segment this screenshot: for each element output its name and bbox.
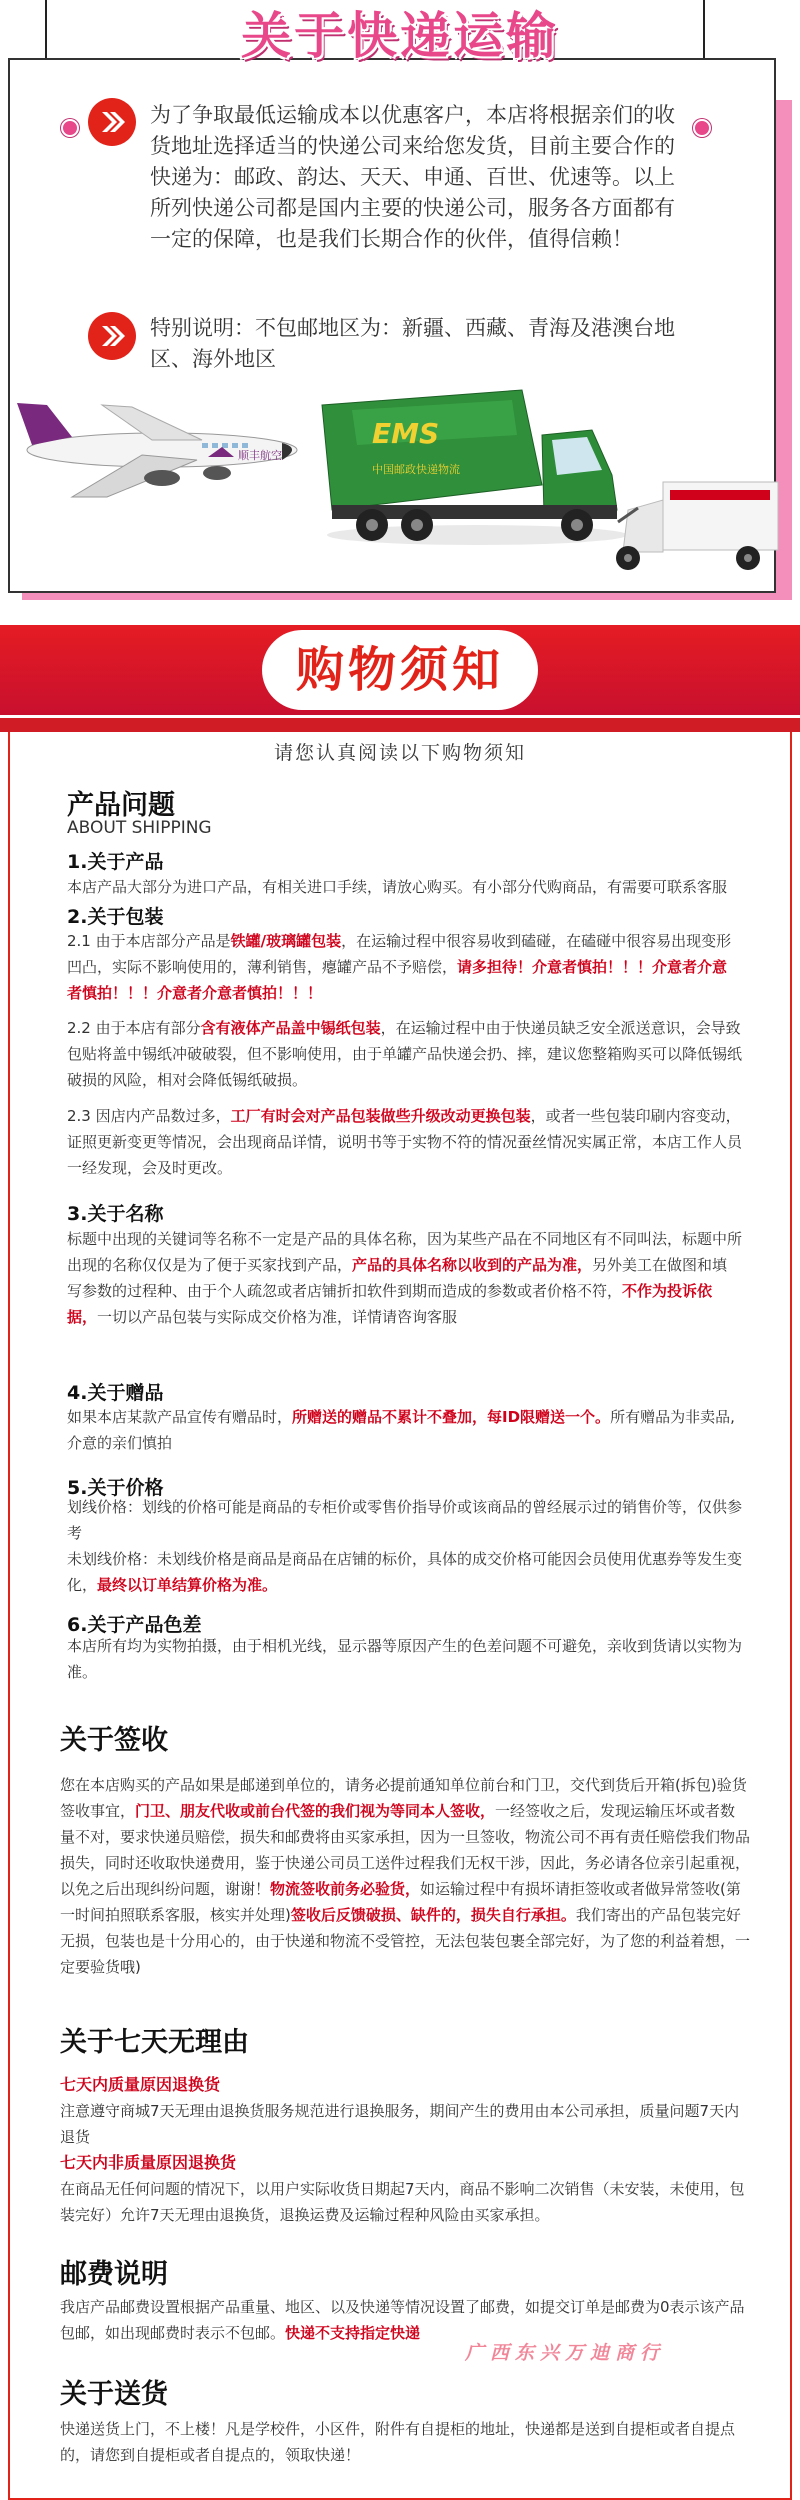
- cargo-airplane-image: [12, 385, 312, 505]
- shipping-special-note: 特别说明：不包邮地区为：新疆、西藏、青海及港澳台地区、海外地区: [150, 316, 675, 371]
- about-name-text: 标题中出现的关键词等名称不一定是产品的具体名称，因为某些产品在不同地区有不同叫法，标题中所出现的名称仅仅是为了便于买家找到产品，产品的具体名称以收到的产品为准，另外美工在做图和填写参数的过程种、由于个人疏忽或者店铺折扣软件到期而造成的参数或者价格不符，不作为投诉依据，一切以产品包装与实际成交价格为准，详情请咨询客服: [67, 1230, 743, 1326]
- color-difference-text: 本店所有均为实物拍摄，由于相机光线，显示器等原因产生的色差问题不可避免，亲收到货请以实物为准。: [67, 1637, 743, 1681]
- pin-dot-left: [61, 119, 79, 137]
- postage-text: 我店产品邮费设置根据产品重量、地区、以及快递等情况设置了邮费，如提交订单是邮费为0表示该产品包邮，如出现邮费时表示不包邮。快递不支持指定快递: [60, 2298, 745, 2342]
- shipping-title: 关于快递运输: [241, 7, 559, 65]
- notice-intro: 请您认真阅读以下购物须知: [273, 742, 526, 764]
- product-issues-subheading: ABOUT SHIPPING: [67, 818, 212, 838]
- signing-heading: 关于签收: [60, 1725, 168, 1756]
- packaging-note-2-2: 2.2 由于本店有部分含有液体产品盖中锡纸包装，在运输过程中由于快递员缺乏安全派送意识，会导致包贴将盖中锡纸冲破破裂，但不影响使用，由于单罐产品快递会扔、摔，建议您整箱购买可以降低锡纸破损的风险，相对会降低锡纸破损。: [67, 1019, 743, 1089]
- non-quality-return-heading: 七天内非质量原因退换货: [60, 2153, 237, 2172]
- non-quality-return-text: 在商品无任何问题的情况下，以用户实际收货日期起7天内，商品不影响二次销售（未安装，未使用，包装完好）允许7天无理由退换货，退换运费及运输过程种风险由买家承担。: [60, 2180, 745, 2224]
- about-gift-heading: 4.关于赠品: [67, 1382, 164, 1404]
- about-product-text: 本店产品大部分为进口产品，有相关进口手续，请放心购买。有小部分代购商品，有需要可联系客服: [67, 878, 728, 896]
- ems-logo-text: EMS: [372, 417, 440, 450]
- pin-dot-right: [693, 119, 711, 137]
- delivery-heading: 关于送货: [60, 2379, 168, 2410]
- store-watermark: 广西东兴万迪商行: [464, 2342, 665, 2364]
- packaging-note-2-1: 2.1 由于本店部分产品是铁罐/玻璃罐包装，在运输过程中很容易收到磕碰，在磕碰中很容易出现变形凹凸，实际不影响使用的，薄利销售，瘪罐产品不予赔偿，请多担待！介意者慎拍！！！介意者介意者慎拍！！！介意者介意者慎拍！！！: [67, 932, 732, 1002]
- about-name-heading: 3.关于名称: [67, 1203, 164, 1225]
- quality-return-text: 注意遵守商城7天无理由退换货服务规范进行退换服务，期间产生的费用由本公司承担，质量问题7天内退货: [60, 2102, 740, 2146]
- postage-heading: 邮费说明: [60, 2259, 168, 2290]
- shopping-notice-title: 购物须知: [262, 630, 538, 710]
- airline-logo-text: 顺丰航空: [238, 449, 282, 462]
- arrow-right-icon: [88, 312, 136, 360]
- about-gift-text: 如果本店某款产品宣传有赠品时，所赠送的赠品不累计不叠加，每ID限赠送一个。所有赠品为非卖品,介意的亲们慎拍: [67, 1408, 735, 1452]
- returns-heading: 关于七天无理由: [60, 2027, 249, 2058]
- about-product-heading: 1.关于产品: [67, 851, 164, 873]
- color-difference-heading: 6.关于产品色差: [67, 1614, 202, 1636]
- packaging-note-2-3: 2.3 因店内产品数过多，工厂有时会对产品包装做些升级改动更换包装，或者一些包装印刷内容变动，证照更新变更等情况，会出现商品详情，说明书等于实物不符的情况蚕丝情况实属正常，本店工作人员一经发现，会及时更改。: [67, 1107, 743, 1177]
- about-packaging-heading: 2.关于包装: [67, 906, 164, 928]
- ems-subtitle-text: 中国邮政快递物流: [372, 463, 460, 476]
- shipping-section: [0, 0, 800, 600]
- about-price-heading: 5.关于价格: [67, 1477, 164, 1499]
- ems-truck-image: [312, 385, 642, 550]
- title-band: [0, 718, 800, 732]
- signing-text: 您在本店购买的产品如果是邮递到单位的，请务必提前通知单位前台和门卫，交代到货后开箱(拆包)验货签收事宜，门卫、朋友代收或前台代签的我们视为等同本人签收，一经签收之后，发现运输压坏或者数量不对，要求快递员赔偿，损失和邮费将由买家承担，因为一旦签收，物流公司不再有责任赔偿我们物品损失，同时还收取快递费用，鉴于快递公司员工送件过程我们无权干涉，因此，务必请各位亲引起重视，以免之后出现纠纷问题，谢谢！物流签收前务必验货，如运输过程中有损坏请拒签收或者做异常签收(第一时间拍照联系客服，核实并处理)签收后反馈破损、缺件的，损失自行承担。我们寄出的产品包装完好无损，包装也是十分用心的，由于快递和物流不受管控，无法包装包裹全部完好，为了您的利益着想，一定要验货哦): [60, 1776, 751, 1976]
- strikethrough-price-text: 划线价格：划线的价格可能是商品的专柜价或零售价指导价或该商品的曾经展示过的销售价等，仅供参考: [67, 1498, 743, 1542]
- arrow-right-icon: [88, 98, 136, 146]
- shipping-paragraph-main: 为了争取最低运输成本以优惠客户，本店将根据亲们的收货地址选择适当的快递公司来给您发货，目前主要合作的快递为：邮政、韵达、天天、申通、百世、优速等。以上所列快递公司都是国内主要的快递公司，服务各方面都有一定的保障，也是我们长期合作的伙伴，值得信赖！: [150, 103, 675, 251]
- regular-price-text: 未划线价格：未划线价格是商品是商品在店铺的标价，具体的成交价格可能因会员使用优惠券等发生变化，最终以订单结算价格为准。: [67, 1550, 743, 1594]
- delivery-tricycle-image: [608, 470, 788, 575]
- quality-return-heading: 七天内质量原因退换货: [60, 2075, 221, 2094]
- product-issues-heading: 产品问题: [67, 790, 175, 821]
- delivery-text: 快递送货上门，不上楼！凡是学校件，小区件，附件有自提柜的地址，快递都是送到自提柜或者自提点的，请您到自提柜或者自提点的，领取快递！: [60, 2420, 736, 2464]
